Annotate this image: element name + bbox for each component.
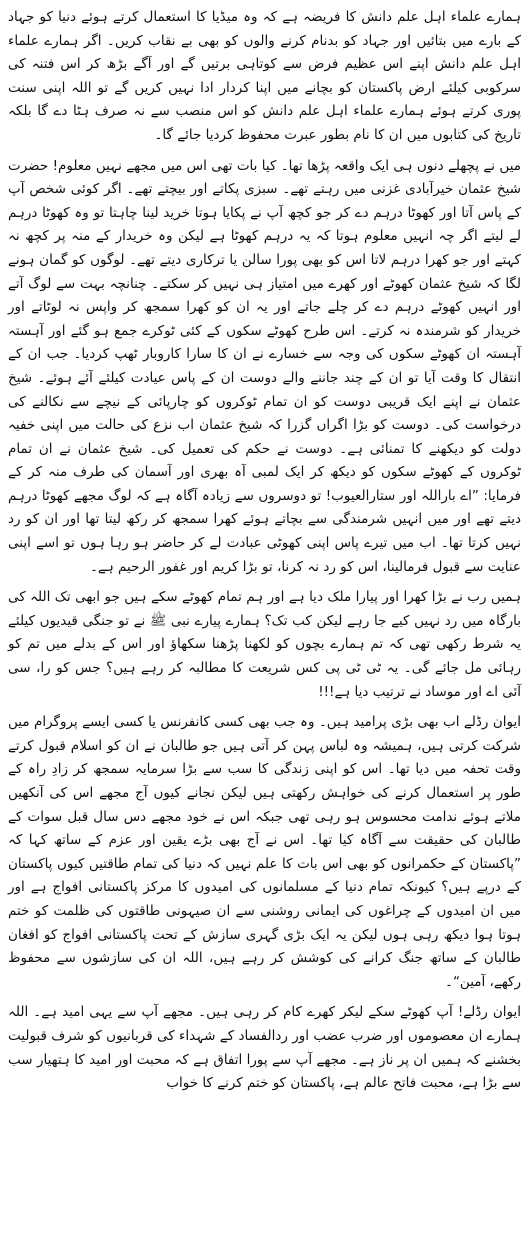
paragraph-yvonne-ridley: ایوان رڈلے اب بھی بڑی پرامید ہیں۔ وہ جب بھی کسی کانفرنس یا کسی ایسے پروگرام میں شرکت کرتی ہیں، ہمیشہ وہ لباس پہن کر آتی ہیں جو طالبان نے ان کو اسلام قبول کرتے وقت تحفہ میں دیا تھا۔ اس کو اپنی زندگی کا سب سے بڑا سرمایہ سمجھ کر زادِ راہ کے طور پر استعمال کرنے کی خواہش رکھتی ہیں لیکن نجانے کیوں آج مجھے اس کی آنکھیں ملاتے ہوئے ندامت محسوس ہو رہی تھی جبکہ اس نے خود مجھے دس سال قبل سوات کے طالبان کی حقیقت سے آگاہ کیا تھا۔ اس نے آج بھی بڑے یقین اور عزم کے ساتھ کہا کہ ”پاکستان کے حکمرانوں کو بھی اس بات کا علم نہیں کہ دنیا کی تمام طاقتیں کیوں پاکستان کے درپے ہیں؟ کیونکہ تمام دنیا کے مسلمانوں کی امیدوں کا مرکز پاکستانی افواج ہے اور میں ان امیدوں کے چراغوں کی ایمانی روشنی سے ان صیہونی طاقتوں کی ظلمت کو ختم ہوتا ہوا دیکھ رہی ہوں لیکن یہ ایک بڑی گہری سازش کے تحت پاکستانی افواج کو افغان طالبان کے ساتھ جنگ کرانے کی کوشش کر رہے ہیں، اللہ ان کی سازشوں سے محفوظ رکھے، آمین“۔ [8,714,521,990]
paragraph-scholars-duty: ہمارے علماء اہل علم دانش کا فریضہ ہے کہ وہ میڈیا کا استعمال کرتے ہوئے دنیا کو جہاد کے بارے میں بتائیں اور جہاد کو بدنام کرنے والوں کو بھی بے نقاب کریں۔ اگر ہمارے علماء اہل علم دانش اپنے اس عظیم فرض سے کوتاہی برتیں گے اور آگے بڑھ کر اس فتنہ کی سرکوبی کیلئے ارض پاکستان کو بچانے میں اپنا کردار ادا نہیں کریں گے تو اللہ اپنی سنت پوری کرتے ہوئے ہمارے علماء اہل علم دانش کو اس منصب سے نہ صرف ہٹا دے گا بلکہ تاریخ کی کتابوں میں ان کا نام بطور عبرت محفوظ کردیا جائے گا۔ [8,9,521,143]
paragraph-sheikh-usman-story: میں نے پچھلے دنوں ہی ایک واقعہ پڑھا تھا۔ کیا بات تھی اس میں مجھے نہیں معلوم! حضرت شیخ عثمان خیرآبادی غزنی میں رہتے تھے۔ سبزی پکاتے اور بیچتے تھے۔ اگر کوئی شخص آپ کے پاس آتا اور کھوٹا درہم دے کر جو کچھ آپ نے پکایا ہوتا خرید لینا چاہتا تو وہ کھوٹا درہم لے لیتے اگر چہ انہیں معلوم ہوتا کہ یہ درہم کھوٹا ہے لیکن وہ خریدار کے منہ پر کچھ نہ کہتے اور جو کھرا درہم لاتا اس کو بھی پورا سالن یا ترکاری دیتے تھے۔ لوگوں کو گمان ہونے لگا کہ شیخ عثمان کھوٹے اور کھرے میں امتیاز ہی نہیں کر سکتے۔ چنانچہ بہت سے لوگ آتے اور انہیں کھوٹے درہم دے کر چلے جاتے اور یہ ان کو کھرا سمجھ کر واپس نہ لوٹاتے اور خریدار کو شرمندہ نہ کرتے۔ اس طرح کھوٹے سکوں کے کئی ٹوکرے جمع ہو گئے اور آہستہ آہستہ ان کھوٹے سکوں کی وجہ سے خسارے نے ان کا سارا کاروبار ٹھپ کردیا۔ جب ان کے انتقال کا وقت آیا تو ان کے چند جاننے والے دوست ان کے پاس عیادت کیلئے آئے ہوئے۔ شیخ عثمان نے اپنے ایک قریبی دوست کو ان تمام ٹوکروں کو چارپائی کے نیچے سے نکالنے کی درخواست کی۔ دوست کو بڑا اگراں گزرا کہ شیخ عثمان اب نزع کی حالت میں اپنی خفیہ دولت کو دیکھنے کا تمنائی ہے۔ دوست نے حکم کی تعمیل کی۔ شیخ عثمان نے ان تمام ٹوکروں کے کھوٹے سکوں کو دیکھ کر ایک لمبی آہ بھری اور آسمان کی طرف منہ کر کے فرمایا: ”اے باراللہ اور ستارالعیوب! تو دوسروں سے زیادہ آگاہ ہے کہ لوگ مجھے کھوٹا درہم دیتے تھے اور میں انہیں شرمندگی سے بچاتے ہوئے کھرا سمجھ کر رکھ لیتا تھا اور ان کو رد نہیں کرتا تھا۔ اب میں تیرے پاس اپنی کھوٹی عبادت لے کر حاضر ہو رہا ہوں تو اسے اپنی عنایت سے قبول فرمالینا، اس کو رد نہ کرنا، تو بڑا کریم اور غفور الرحیم ہے۔ [8,157,521,575]
paragraph-counterfeit-coins: ہمیں رب نے بڑا کھرا اور پیارا ملک دیا ہے اور ہم تمام کھوٹے سکے ہیں جو ابھی تک اللہ کی بارگاہ میں رد نہیں کیے جا رہے لیکن کب تک؟ ہمارے پیارے نبی ﷺ نے تو جنگی قیدیوں کیلئے یہ شرط رکھی تھی کہ تم ہمارے بچوں کو لکھنا پڑھنا سکھاؤ اور اس کے بدلے میں تم کو رہائی مل جائے گی۔ یہ ٹی ٹی پی کس شریعت کا مطالبہ کر رہے ہیں؟ جس کو را، سی آئی اے اور موساد نے ترتیب دیا ہے!!! [8,589,521,700]
paragraph-closing-address: ایوان رڈلے! آپ کھوٹے سکے لیکر کھرے کام کر رہی ہیں۔ مجھے آپ سے یہی امید ہے۔ اللہ ہمارے ان معصوموں اور ضرب عضب اور ردالفساد کے شہداء کی قربانیوں کو شرف قبولیت بخشنے کہ ہمیں ان پر ناز ہے۔ مجھے آپ سے پورا اتفاق ہے کہ محبت اور امید کا ہتھیار سب سے بڑا ہے، محبت فاتح عالم ہے، پاکستان کو ختم کرنے کا خواب [8,1004,521,1092]
